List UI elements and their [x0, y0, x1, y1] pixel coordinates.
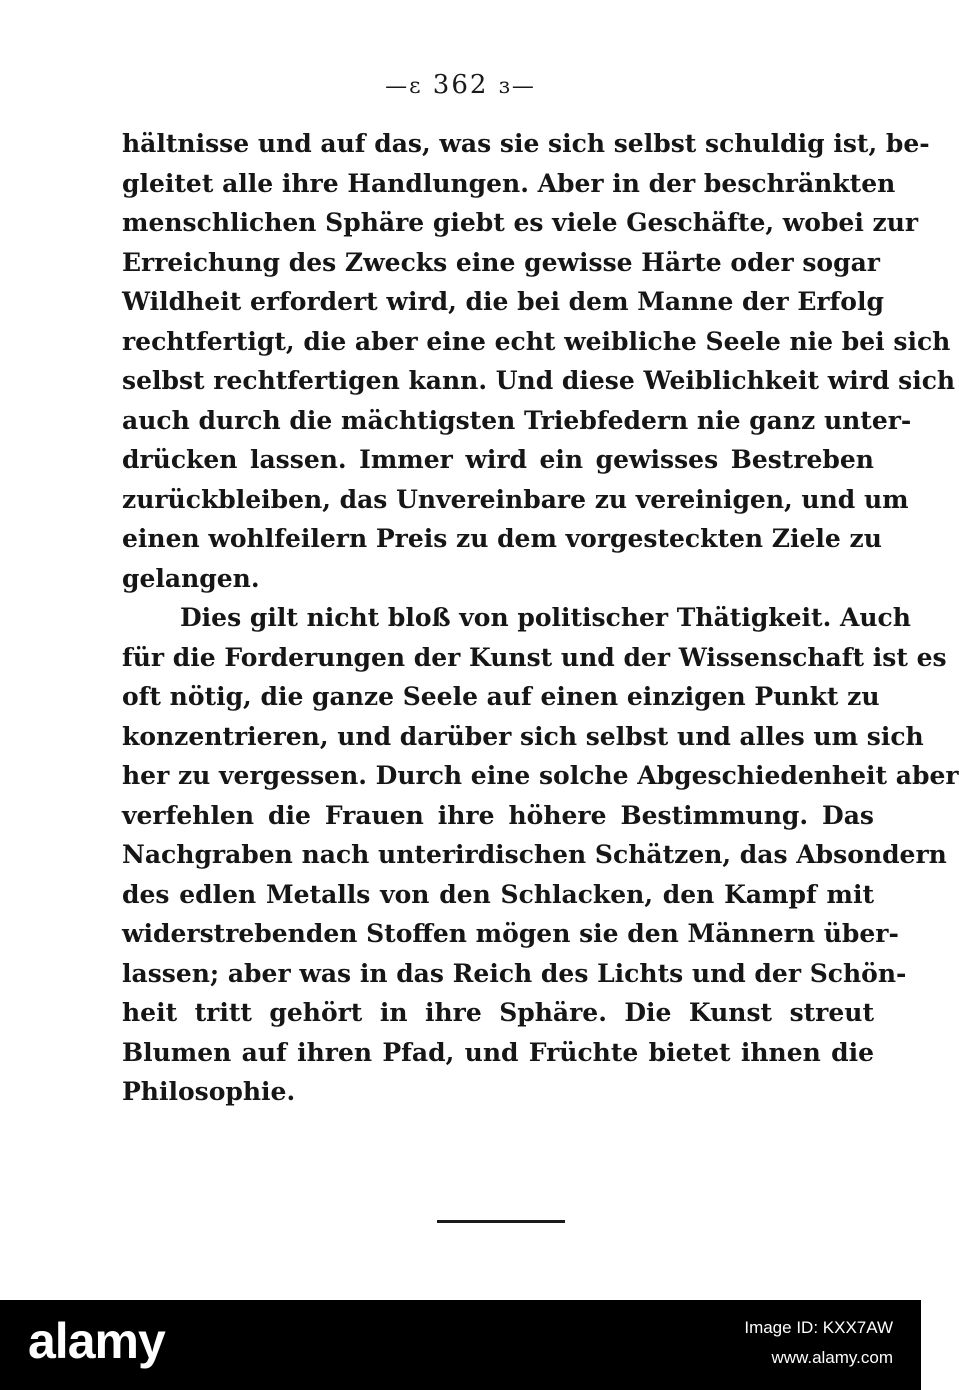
page-number-header [0, 70, 921, 100]
alamy-logo-text: alamy [28, 1313, 165, 1369]
text-line: konzentrieren, und darüber sich selbst und alles um sich [122, 721, 924, 751]
text-line: oft nötig, die ganze Seele auf einen einzigen Punkt zu [122, 682, 880, 711]
text-line: Philosophie. [122, 1077, 296, 1106]
text-line: für die Forderungen der Kunst und der Wissenschaft ist es [122, 642, 947, 672]
text-line: heit tritt gehört in ihre Sphäre. Die Kunst streut [122, 998, 874, 1027]
text-line: lassen; aber was in das Reich des Lichts und der Schön- [122, 958, 907, 988]
text-line: Wildheit erfordert wird, die bei dem Manne der Erfolg [122, 287, 884, 316]
end-rule-divider [437, 1220, 565, 1223]
text-line: Blumen auf ihren Pfad, und Früchte bietet ihnen die [122, 1037, 874, 1067]
text-line: verfehlen die Frauen ihre höhere Bestimmung. Das [122, 800, 874, 830]
text-line: Dies gilt nicht bloß von politischer Thätigkeit. Auch [180, 603, 911, 632]
text-line: widerstrebenden Stoffen mögen sie den Männern über- [122, 919, 899, 948]
header-left-ornament: —ɛ [385, 74, 423, 99]
text-line: hältnisse und auf das, was sie sich selbst schuldig ist, be- [122, 129, 930, 158]
text-line: drücken lassen. Immer wird ein gewisses Bestreben [122, 445, 874, 474]
body-text [122, 124, 959, 1112]
text-line: gleitet alle ihre Handlungen. Aber in der beschränkten [122, 168, 896, 198]
text-line: selbst rechtfertigen kann. Und diese Weiblichkeit wird sich [122, 366, 956, 395]
text-line: menschlichen Sphäre giebt es viele Geschäfte, wobei zur [122, 208, 919, 237]
text-line: Erreichung des Zwecks eine gewisse Härte oder sogar [122, 247, 880, 277]
header-right-ornament: ɜ— [498, 74, 536, 99]
text-line: Nachgraben nach unterirdischen Schätzen, das Absondern [122, 840, 947, 869]
text-line: gelangen. [122, 563, 260, 593]
text-line: rechtfertigt, die aber eine echt weibliche Seele nie bei sich [122, 326, 951, 356]
page-number: 362 [432, 70, 489, 100]
alamy-logo [28, 1312, 258, 1372]
text-line: einen wohlfeilern Preis zu dem vorgesteckten Ziele zu [122, 524, 882, 553]
text-line: auch durch die mächtigsten Triebfedern nie ganz unter- [122, 405, 912, 435]
watermark-url: www.alamy.com [771, 1348, 893, 1367]
text-line: zurückbleiben, das Unvereinbare zu vereinigen, und um [122, 484, 909, 514]
text-line: her zu vergessen. Durch eine solche Abgeschiedenheit aber [122, 761, 959, 790]
image-id-label: Image ID: KXX7AW [744, 1318, 893, 1337]
text-line: des edlen Metalls von den Schlacken, den Kampf mit [122, 879, 874, 909]
